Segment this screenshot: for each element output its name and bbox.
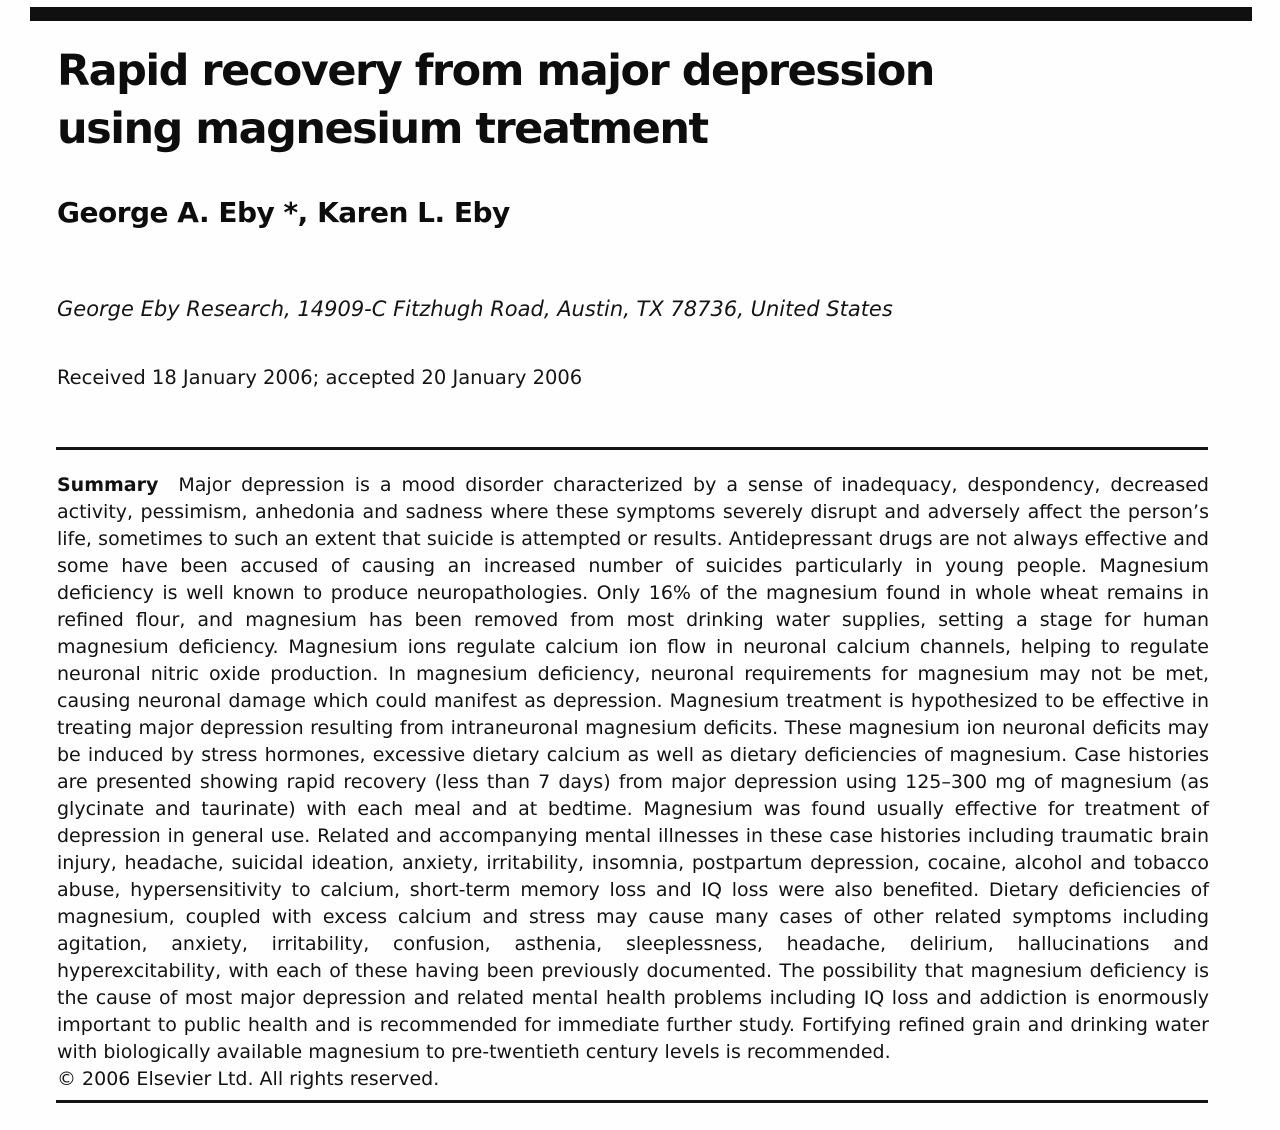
authors-line: George A. Eby *, Karen L. Eby — [57, 196, 510, 229]
affiliation-line: George Eby Research, 14909-C Fitzhugh Road, Austin, TX 78736, United States — [57, 297, 893, 321]
top-rule — [56, 447, 1208, 450]
bottom-rule — [56, 1100, 1208, 1103]
copyright-line: © 2006 Elsevier Ltd. All rights reserved. — [57, 1068, 440, 1090]
abstract-section — [57, 472, 1209, 1093]
paper-title-line2: using magnesium treatment — [57, 104, 708, 154]
summary-label: Summary — [57, 474, 159, 496]
journal-header-bar — [30, 7, 1252, 21]
summary-paragraph — [57, 472, 1209, 1066]
paper-title — [57, 42, 1157, 158]
summary-text: Major depression is a mood disorder characterized by a sense of inadequacy, despondency, decreased activity, pessimism, anhedonia and sadness where these symptoms severely disrupt and adversely affect the person’s life, sometimes to such an extent that suicide is attempted or results. Antidepressant drugs are not always effective and some have been accused of causing an increased number of suicides particularly in young people. Magnesium deficiency is well known to produce neuropathologies. Only 16% of the magnesium found in whole wheat remains in refined flour, and magnesium has been removed from most drinking water supplies, setting a stage for human magnesium deficiency. Magnesium ions regulate calcium ion flow in neuronal calcium channels, helping to regulate neuronal nitric oxide production. In magnesium deficiency, neuronal requirements for magnesium may not be met, causing neuronal damage which could manifest as depression. Magnesium treatment is hypothesized to be effective in treating major depression resulting from intraneuronal magnesium deficits. These magnesium ion neuronal deficits may be induced by stress hormones, excessive dietary calcium as well as dietary deficiencies of magnesium. Case histories are presented showing rapid recovery (less than 7 days) from major depression using 125–300 mg of magnesium (as glycinate and taurinate) with each meal and at bedtime. Magnesium was found usually effective for treatment of depression in general use. Related and accompanying mental illnesses in these case histories including traumatic brain injury, headache, suicidal ideation, anxiety, irritability, insomnia, postpartum depression, cocaine, alcohol and tobacco abuse, hypersensitivity to calcium, short-term memory loss and IQ loss were also benefited. Dietary deficiencies of magnesium, coupled with excess calcium and stress may cause many cases of other related symptoms including agitation, anxiety, irritability, confusion, asthenia, sleeplessness, headache, delirium, hallucinations and hyperexcitability, with each of these having been previously documented. The possibility that magnesium deficiency is the cause of most major depression and related mental health problems including IQ loss and addiction is enormously important to public health and is recommended for immediate further study. Fortifying refined grain and drinking water with biologically available magnesium to pre-twentieth century levels is recommended. — [57, 474, 1209, 1063]
paper-title-line1: Rapid recovery from major depression — [57, 46, 934, 96]
received-accepted-line: Received 18 January 2006; accepted 20 January 2006 — [57, 366, 583, 389]
